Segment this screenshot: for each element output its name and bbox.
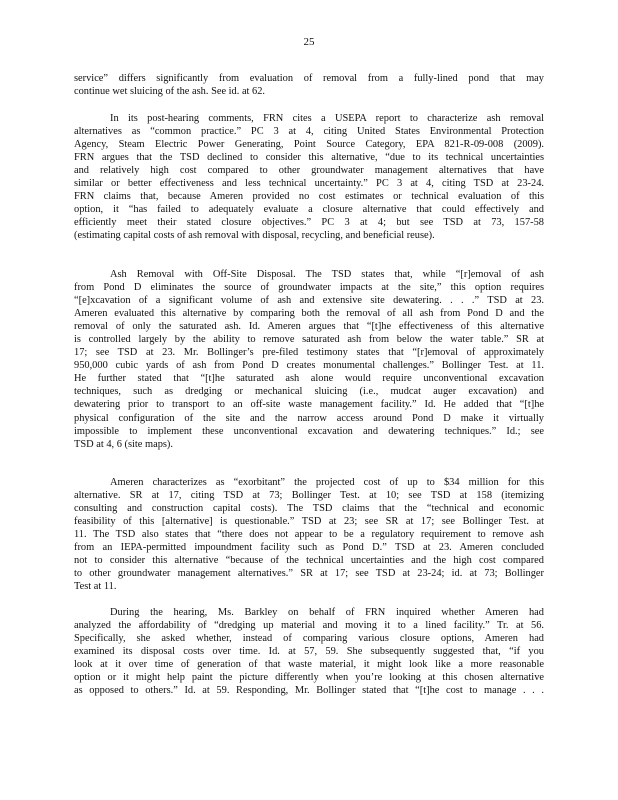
text-line: In its post-hearing comments, FRN cites a USEPA report to characterize ash removal — [110, 113, 544, 124]
text-line: and relatively high cost compared to other groundwater management alternatives that have — [74, 165, 544, 177]
text-line: dewatering prior to transport to an off-site waste management facility.” Id. He added that “[t]he — [74, 399, 544, 411]
text-line: look at it over time of generation of that waste material, it might look like a more reasonable — [74, 659, 544, 671]
text-line: efficiently meet their stated closure objectives.” PC 3 at 4; but see TSD at 73, 157-58 — [74, 217, 544, 229]
text-line: Agency, Steam Electric Power Generating, Point Source Category, EPA 821-R-09-008 (2009). — [74, 139, 544, 151]
paragraph-2 — [74, 112, 544, 242]
text-line: 11. The TSD also states that “there does not appear to be a regulatory requirement to remove ash — [74, 529, 544, 541]
text-line: analyzed the affordability of “dredging up material and moving it to a lined facility.” Tr. at 56. — [74, 620, 544, 632]
text-line: He further stated that “[t]he saturated ash alone would require unconventional excavation — [74, 373, 544, 385]
text-line: similar or better effectiveness and less technical uncertainty.” PC 3 at 4, citing TSD at 23-24. — [74, 178, 544, 190]
text-line: 17; see TSD at 23. Mr. Bollinger’s pre-filed testimony states that “[r]emoval of approximately — [74, 347, 544, 359]
paragraph-5 — [74, 606, 544, 697]
text-line: Ash Removal with Off-Site Disposal. The TSD states that, while “[r]emoval of ash — [110, 269, 544, 280]
text-line: option or it might help paint the picture differently when you’re looking at this chosen alternative — [74, 672, 544, 684]
text-line: from Pond D eliminates the source of groundwater impacts at the site,” this option requires — [74, 282, 544, 294]
text-line: not to consider this alternative “because of the technical uncertainties and the high cost compared — [74, 555, 544, 567]
text-line: from an IEPA-permitted impoundment facility such as Pond D.” TSD at 23. Ameren concluded — [74, 542, 544, 554]
text-line: Specifically, she asked whether, instead of comparing various closure options, Ameren had — [74, 633, 544, 645]
text-line: Ameren evaluated this alternative by comparing both the removal of all ash from Pond D and the — [74, 308, 544, 320]
text-line: consulting and construction capital costs). The TSD claims that the “technical and economic — [74, 503, 544, 515]
text-line: FRN claims that, because Ameren provided no cost estimates or technical evaluation of this — [74, 191, 544, 203]
text-line: as opposed to others.” Id. at 59. Responding, Mr. Bollinger stated that “[t]he cost to manage . . . — [74, 685, 544, 697]
text-line: FRN argues that the TSD declined to consider this alternative, “due to its technical uncertainties — [74, 152, 544, 164]
text-line: alternatives as “common practice.” PC 3 at 4, citing United States Environmental Protection — [74, 126, 544, 138]
text-line: to other groundwater management alternatives.” SR at 17; see TSD at 23-24; id. at 73; Bollinger — [74, 568, 544, 580]
text-line: alternative. SR at 17, citing TSD at 73; Bollinger Test. at 10; see TSD at 158 (itemizing — [74, 490, 544, 502]
text-line: impossible to implement these unconventional excavation and dewatering techniques.” Id.; see — [74, 425, 544, 437]
paragraph-1 — [74, 72, 544, 98]
text-line: service” differs significantly from evaluation of removal from a fully-lined pond that may — [74, 73, 544, 84]
text-line: physical configuration of the site and the narrow access around Pond D make it virtually — [74, 412, 544, 424]
text-line: feasibility of this [alternative] is questionable.” TSD at 23; see SR at 17; see Bollinger Test. at — [74, 516, 544, 528]
text-line: techniques, such as dredging or mechanical sluicing (i.e., mudcat auger excavation) and — [74, 386, 544, 398]
page-number: 25 — [303, 36, 315, 48]
text-line: TSD at 4, 6 (site maps). — [74, 438, 173, 450]
text-line: continue wet sluicing of the ash. See id. at 62. — [74, 86, 266, 98]
text-line: examined its disposal costs over time. Id. at 57, 59. She subsequently suggested that, “if you — [74, 646, 544, 658]
text-line: 950,000 cubic yards of ash from Pond D creates monumental challenges.” Bollinger Test. at 11. — [74, 360, 544, 372]
text-line: Ameren characterizes as “exorbitant” the projected cost of up to $34 million for this — [110, 477, 544, 488]
paragraph-4 — [74, 476, 544, 593]
text-line: (estimating capital costs of ash removal with disposal, recycling, and beneficial reuse). — [74, 230, 435, 242]
text-line: option, it “has failed to adequately evaluate a closure alternative that could effectively and — [74, 204, 544, 216]
text-line: “[e]xcavation of a significant volume of ash and extensive site dewatering. . . .” TSD at 23. — [74, 295, 544, 307]
text-line: Test at 11. — [74, 581, 117, 593]
text-line: removal of only the saturated ash. Id. Ameren argues that “[t]he effectiveness of this alternative — [74, 321, 544, 333]
paragraph-3 — [74, 268, 544, 451]
text-line: During the hearing, Ms. Barkley on behalf of FRN inquired whether Ameren had — [110, 607, 544, 618]
text-line: is controlled largely by the ability to remove saturated ash from below the water table.” SR at — [74, 334, 544, 346]
